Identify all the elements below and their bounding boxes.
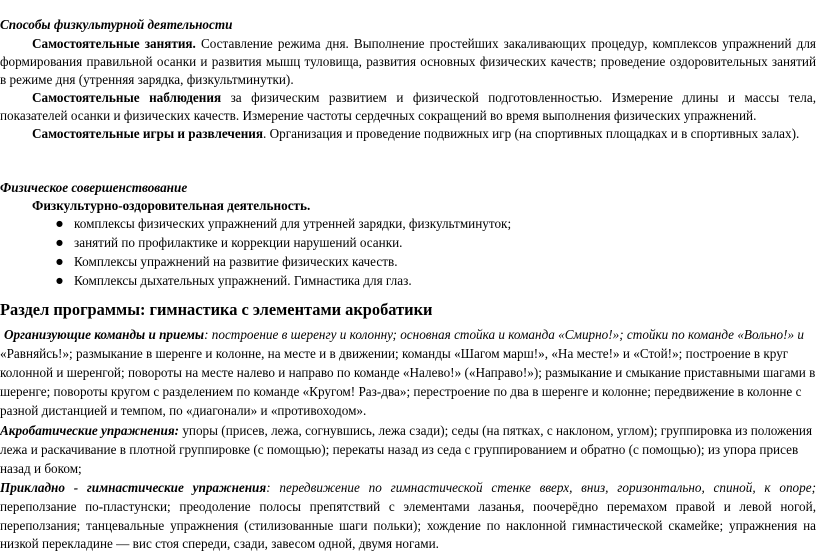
games-text: . Организация и проведение подвижных игр (на спортивных площадках и в спортивных залах). <box>263 126 800 141</box>
paragraph-self-study-line-1 <box>32 35 816 52</box>
self-study-text: Составление режима дня. Выполнение простейших закаливающих процедур, комплексов упражнений для <box>195 36 816 51</box>
section-title-methods: Способы физкультурной деятельности <box>0 17 233 32</box>
applied-line-1 <box>0 479 816 496</box>
bullet-icon: ● <box>56 257 63 266</box>
bullet-icon: ● <box>56 219 63 228</box>
applied-line-2: переползание по-пластунски; преодоление полосы препятствий с элементами лазанья, поочерёдно перемахом правой и левой ногой, <box>0 499 816 514</box>
paragraph-observation-line-1 <box>32 89 816 106</box>
acrobatic-line-2: лежа и раскачивание в плотной группировке (с помощью); перекаты назад из седа с группированием и обратно (с помощью); из упора присев <box>0 442 799 457</box>
list-item: комплексы физических упражнений для утренней зарядки, физкультминуток; <box>74 216 512 231</box>
org-commands-line-3: колонной и шеренгой; повороты на месте налево и направо по команде «Налево!» («Направо!»); размыкание и смыкание приставными шагами в <box>0 365 816 380</box>
org-commands-line-2: «Равняйсь!»; размыкание в шеренге и колонне, на месте и в движении; команды «Шагом марш!», «На месте!» и «Стой!»; построение в круг <box>0 346 789 361</box>
observation-text: за физическим развитием и физической подготовленностью. Измерение длины и массы тела, <box>221 90 816 105</box>
observation-label: Самостоятельные наблюдения <box>32 90 222 105</box>
applied-line-4: низкой перекладине — вис стоя спереди, сзади, завесом одной, двумя ногами. <box>0 536 439 551</box>
acrobatic-text: упоры (присев, лежа, согнувшись, лежа сзади); седы (на пятках, с наклоном, углом); группировка из положения <box>179 423 813 438</box>
paragraph-self-study-line-2: формирования правильной осанки и развития мышц туловища, развития основных физических качеств; проведение оздоровительных занятий <box>0 54 816 69</box>
paragraph-observation-line-2: показателей осанки и физических качеств. Измерение частоты сердечных сокращений во время выполнения физических упражнений. <box>0 108 757 123</box>
org-commands-text: : построение в шеренгу и колонну; основная стойка и команда «Смирно!»; стойки по команде «Вольно!» и <box>204 327 805 342</box>
acrobatic-line-1 <box>0 422 816 439</box>
section-subtitle-health: Физкультурно-оздоровительная деятельность. <box>32 198 311 213</box>
org-commands-label: Организующие команды и приемы <box>4 327 205 342</box>
applied-text: : передвижение по гимнастической стенке вверх, вниз, горизонтально, спиной, к опоре; <box>266 480 816 495</box>
applied-label: Прикладно - гимнастические упражнения <box>0 480 267 495</box>
list-item: занятий по профилактике и коррекции нарушений осанки. <box>74 235 403 250</box>
bullet-icon: ● <box>56 276 63 285</box>
paragraph-self-study-line-3: в режиме дня (утренняя зарядка, физкультминутки). <box>0 72 294 87</box>
applied-line-3: переползания; танцевальные упражнения (стилизованные шаги польки); хождение по наклонной гимнастической скамейке; упражнения на <box>0 518 816 533</box>
acrobatic-line-3: назад и боком; <box>0 461 82 476</box>
org-commands-line-5: разной дистанцией и темпом, по «диагонали» и «противоходом». <box>0 403 367 418</box>
games-label: Самостоятельные игры и развлечения <box>32 126 264 141</box>
paragraph-games-line-1 <box>32 125 816 142</box>
acrobatic-label: Акробатические упражнения: <box>0 423 180 438</box>
org-commands-line-1 <box>4 326 816 343</box>
org-commands-line-4: шеренге; повороты кругом с разделением по команде «Кругом! Раз-два»; перестроение по два в шеренге и колонне; передвижение в колонне с <box>0 384 802 399</box>
list-item: Комплексы дыхательных упражнений. Гимнастика для глаз. <box>74 273 412 288</box>
section-title-improvement: Физическое совершенствование <box>0 180 188 195</box>
self-study-label: Самостоятельные занятия. <box>32 36 196 51</box>
bullet-icon: ● <box>56 238 63 247</box>
section-heading-gymnastics: Раздел программы: гимнастика с элементами акробатики <box>0 300 433 319</box>
list-item: Комплексы упражнений на развитие физических качеств. <box>74 254 398 269</box>
